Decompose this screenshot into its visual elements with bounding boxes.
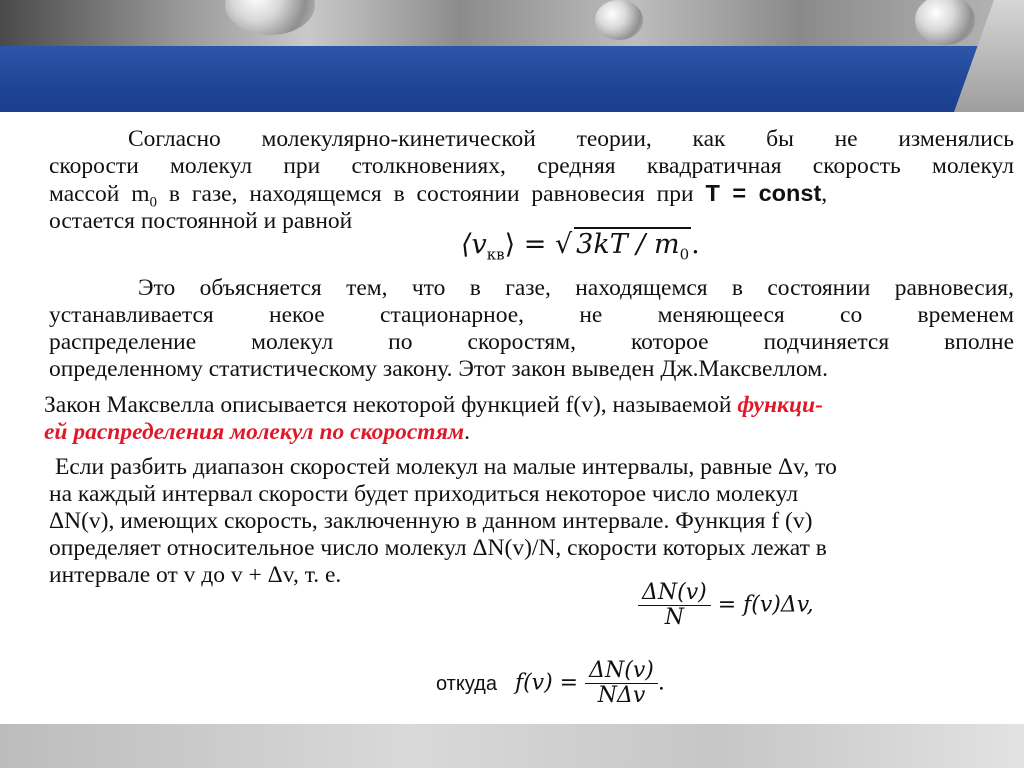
- header-blue-band: [0, 46, 1024, 112]
- formula-row-fraction: $\frac{\Delta N(v)}{N}$ = f(v)Δv,: [638, 581, 814, 630]
- text-line: Согласно молекулярно-кинетической теории, как бы не изменялись: [128, 126, 1014, 152]
- fraction: $\frac{\Delta N(v)}{\text{NΔv}}$: [585, 659, 658, 708]
- bold-condition: T = const: [705, 180, 822, 206]
- highlight-term: функци-: [737, 392, 823, 418]
- text-line: интервале от v до v + Δv, т. е.: [49, 562, 342, 588]
- water-drop-decoration: [225, 0, 315, 35]
- paragraph-interval-definition: [49, 454, 1004, 589]
- fraction: $\frac{\Delta N(v)}{N}$: [638, 581, 711, 630]
- footer-strip: [0, 724, 1024, 768]
- header-photo-strip: [0, 0, 1024, 46]
- text-line: распределение молекул по скоростям, которое подчиняется вполне: [49, 329, 1014, 355]
- paragraph-explanation: [49, 275, 1014, 383]
- text-line: массой $m_0$ в газе, находящемся в состоянии равновесия при T = const,: [49, 180, 828, 211]
- water-drop-decoration: [915, 0, 975, 45]
- text-line: определяет относительное число молекул ΔN(v)/N, скорости которых лежат в: [49, 535, 827, 561]
- text-line: Это объясняется тем, что в газе, находящемся в состоянии равновесия,: [138, 275, 1014, 301]
- text-line: на каждый интервал скорости будет приходиться некоторое число молекул: [49, 481, 799, 507]
- text-line: остается постоянной и равной: [49, 208, 353, 234]
- text-line: ей распределения молекул по скоростям.: [44, 419, 470, 445]
- text-line: скорости молекул при столкновениях, средняя квадратичная скорость молекул: [49, 153, 1014, 179]
- formula-rms-speed: $⟨v_{кв}⟩$ = √ $3kT / m_0$.: [449, 213, 737, 273]
- highlight-term: ей распределения молекул по скоростям: [44, 419, 465, 445]
- formula-distribution-function: [424, 573, 866, 713]
- formula-row-result: откуда f(v) = $\frac{\Delta N(v)}{\text{NΔv}}$ .: [436, 658, 665, 708]
- text-line: Если разбить диапазон скоростей молекул на малые интервалы, равные Δv, то: [55, 454, 837, 480]
- water-drop-decoration: [595, 0, 643, 40]
- text-line: Закон Максвелла описывается некоторой функцией f(v), называемой функци-: [44, 392, 823, 418]
- text-line: определенному статистическому закону. Этот закон выведен Дж.Максвеллом.: [49, 356, 828, 382]
- text-line: ΔN(v), имеющих скорость, заключенную в данном интервале. Функция f (v): [49, 508, 813, 534]
- text-line: устанавливается некое стационарное, не меняющееся со временем: [49, 302, 1014, 328]
- paragraph-maxwell-law: [44, 392, 1014, 446]
